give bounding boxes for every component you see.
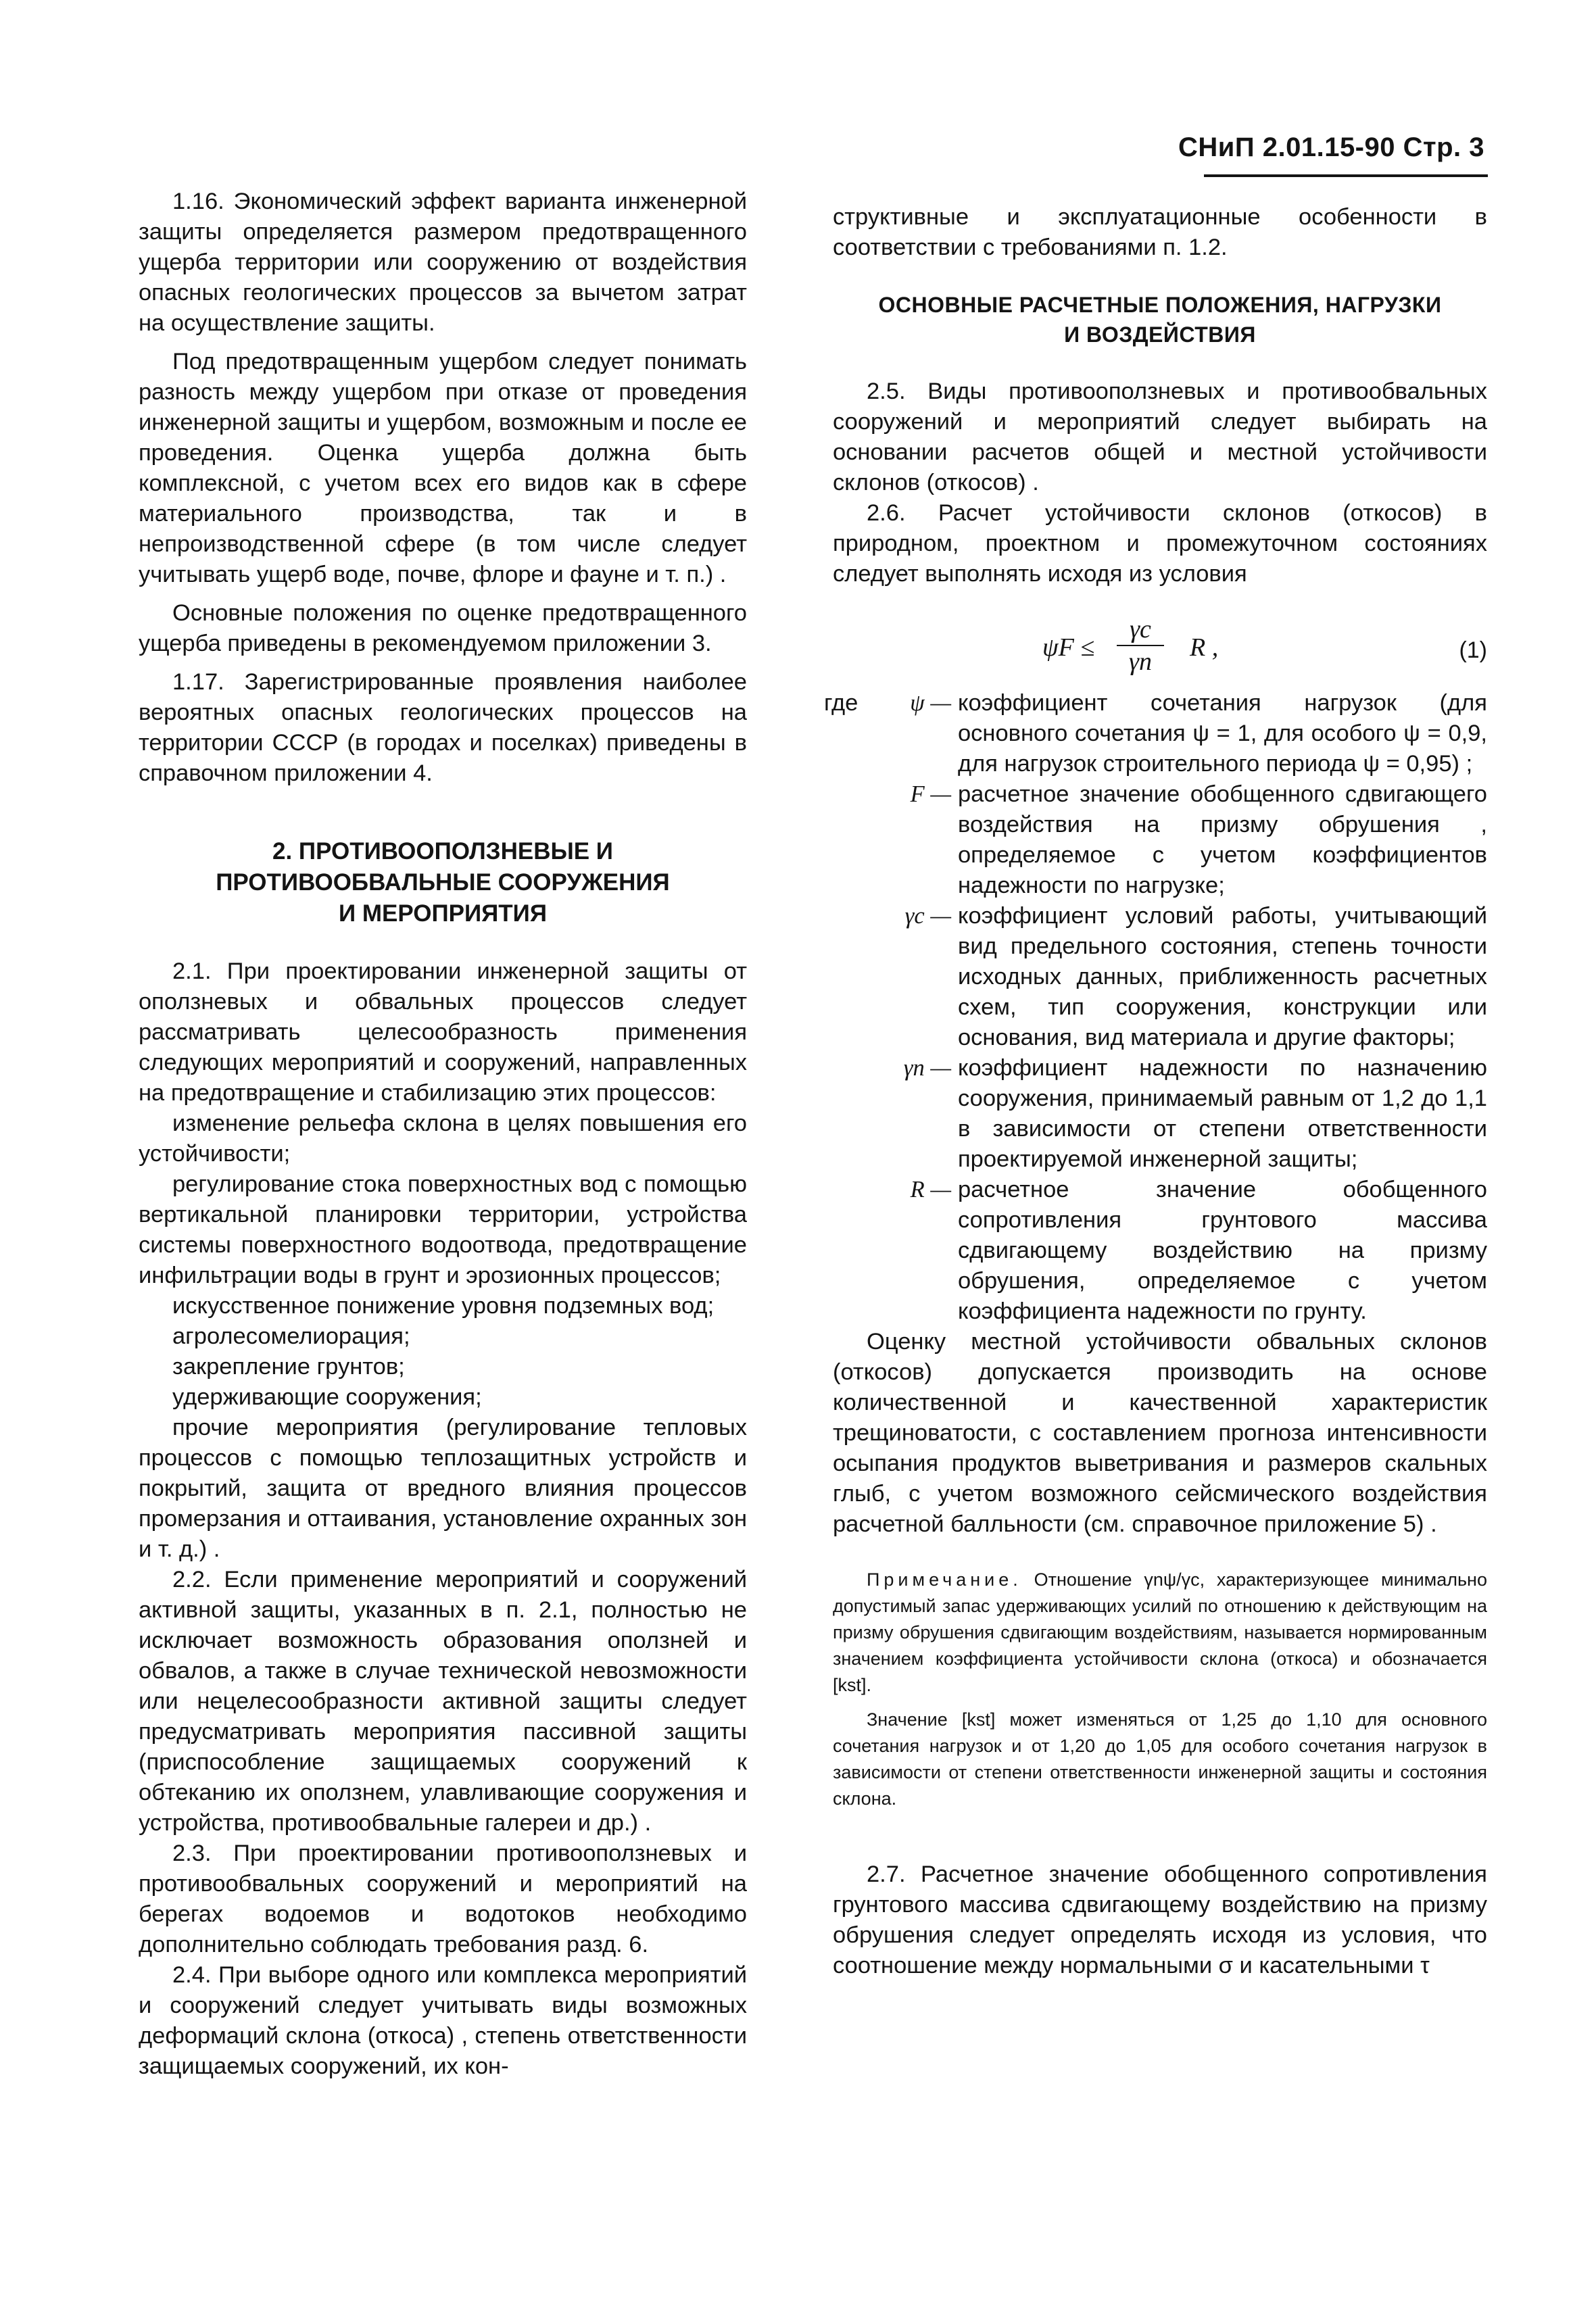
paragraph-local-stability: Оценку местной устойчивости обвальных склонов (откосов) допускается производить на основе количественной и качественной характеристик трещиноватости, с составлением прогноза интенсивности осыпания продуктов выветривания и размеров скальных глыб, с учетом возможного сейсмического воздействия расчетной балльности (см. справочное приложение 5) . [833, 1329, 1487, 1537]
paragraph-continuation: структивные и эксплуатационные особенности в соответствии с требованиями п. 1.2. [833, 204, 1487, 260]
formula-number: (1) [1459, 637, 1487, 663]
list-item-agroforestry: агролесомелиорация; [172, 1323, 410, 1349]
paragraph-2-4: 2.4. При выборе одного или комплекса мероприятий и сооружений следует учитывать виды возможных деформаций склона (откоса) , степень ответственности защищаемых сооружений, их кон- [139, 1962, 747, 2079]
formula-denominator: γn [1129, 648, 1152, 676]
definition-symbol: ψ — [910, 690, 951, 716]
header-rule [1204, 174, 1488, 177]
definition-text: коэффициент условий работы, учитывающий вид предельного состояния, степень точности исходных данных, приближенность расчетных схем, тип сооружения, конструкции или основания, вид материала и другие факторы; [958, 903, 1487, 1050]
left-column [139, 187, 747, 2082]
where-label: где [824, 690, 859, 716]
list-item-soil-fixing: закрепление грунтов; [172, 1354, 405, 1380]
page-header: СНиП 2.01.15-90 Стр. 3 [1178, 132, 1484, 162]
definition-r [833, 1175, 1487, 1327]
paragraph-2-6: 2.6. Расчет устойчивости склонов (откосов) в природном, проектном и промежуточном состояниях следует выполнять исходя из условия [833, 500, 1487, 587]
list-item-other: прочие мероприятия (регулирование тепловых процессов с помощью теплозащитных устройств и покрытий, защита от вредного влияния процессов промерзания и оттаивания, установление охранных зон и т. д.) . [139, 1415, 747, 1562]
formula-fraction [1117, 615, 1164, 676]
list-item-retaining: удерживающие сооружения; [172, 1384, 482, 1410]
paragraph-2-1: 2.1. При проектировании инженерной защиты от оползневых и обвальных процессов следует рассматривать целесообразность применения следующих мероприятий и сооружений, направленных на предотвращение и стабилизацию этих процессов: [139, 958, 747, 1106]
definition-gamma-n [833, 1053, 1487, 1175]
paragraph-2-3: 2.3. При проектировании противооползневых и противообвальных сооружений и мероприятий на берегах водоемов и водотоков необходимо дополнительно соблюдать требования разд. 6. [139, 1841, 747, 1957]
definition-symbol: γc — [904, 903, 951, 929]
right-column [824, 202, 1487, 1981]
paragraph-damage-definition: Под предотвращенным ущербом следует понимать разность между ущербом при отказе от проведения инженерной защиты и ущербом, возможным и после ее проведения. Оценка ущерба должна быть комплексной, с учетом всех его видов как в сфере материального производства, так и в непроизводственной сфере (в том числе следует учитывать ущерб воде, почве, флоре и фауне и т. п.) . [139, 349, 747, 587]
fraction-bar [1117, 645, 1164, 646]
formula-1 [833, 615, 1487, 685]
list-item-groundwater: искусственное понижение уровня подземных вод; [172, 1293, 715, 1319]
definition-text: коэффициент сочетания нагрузок (для основного сочетания ψ = 1, для особого ψ = 0,9, для нагрузок строительного периода ψ = 0,95) ; [958, 690, 1487, 777]
paragraph-1-17: 1.17. Зарегистрированные проявления наиболее вероятных опасных геологических процессов на территории СССР (в городах и поселках) приведены в справочном приложении 4. [139, 669, 747, 786]
paragraph-2-7: 2.7. Расчетное значение обобщенного сопротивления грунтового массива сдвигающему воздействию на призму обрушения следует определять исходя из условия, что соотношение между нормальными σ и касательными τ [833, 1861, 1487, 1978]
paragraph-damage-appendix: Основные положения по оценке предотвращенного ущерба приведены в рекомендуемом приложении 3. [139, 600, 747, 656]
definition-symbol: F — [910, 781, 951, 807]
definition-symbol: γn — [903, 1055, 951, 1081]
section-2-title-line-3: И МЕРОПРИЯТИЯ [339, 900, 547, 927]
paragraph-1-16: 1.16. Экономический эффект варианта инженерной защиты определяется размером предотвращенного ущерба территории или сооружению от воздействия опасных геологических процессов за вычетом затрат на осуществление защиты. [139, 189, 747, 336]
section-2-title-line-1: 2. ПРОТИВООПОЛЗНЕВЫЕ И [272, 838, 613, 864]
note-1-text: Отношение γnψ/γc, характеризующее минимально допустимый запас удерживающих усилий по отношению к действующим на призму обрушения сдвигающим воздействиям, называется нормированным значением коэффициента устойчивости склона (откоса) и обозначается [kst]. [833, 1569, 1487, 1695]
paragraph-2-2: 2.2. Если применение мероприятий и сооружений активной защиты, указанных в п. 2.1, полностью не исключает возможность образования оползней и обвалов, а также в случае технической невозможности или нецелесообразности активной защиты следует предусматривать мероприятия пассивной защиты (приспособление защищаемых сооружений к обтеканию их оползнем, улавливающие сооружения и устройства, противообвальные галереи и др.) . [139, 1567, 747, 1836]
definition-list [824, 688, 1487, 1327]
definition-gamma-c [833, 901, 1487, 1053]
definition-text: расчетное значение обобщенного сопротивления грунтового массива сдвигающему воздействию на призму обрушения, определяемое с учетом коэффициента надежности по грунту. [958, 1177, 1487, 1324]
definition-symbol: R — [910, 1177, 951, 1202]
formula-lhs: ψF ≤ [1042, 633, 1095, 662]
note-1 [833, 1567, 1487, 1699]
definition-psi [824, 688, 1487, 779]
note-lead: Примечание. [867, 1569, 1022, 1590]
note-2: Значение [kst] может изменяться от 1,25 до 1,10 для основного сочетания нагрузок и от 1,20 до 1,05 для особого сочетания нагрузок в зависимости от степени ответственности инженерной защиты и состояния склона. [833, 1709, 1487, 1809]
formula-numerator: γc [1130, 615, 1151, 643]
definition-text: расчетное значение обобщенного сдвигающего воздействия на призму обрушения , определяемое с учетом коэффициентов надежности по нагрузке; [958, 781, 1487, 898]
section-calc-title-line-2: И ВОЗДЕЙСТВИЯ [1064, 322, 1256, 347]
list-item-runoff: регулирование стока поверхностных вод с помощью вертикальной планировки территории, устройства системы поверхностного водоотвода, предотвращение инфильтрации воды в грунт и эрозионных процессов; [139, 1171, 747, 1288]
section-2-title-line-2: ПРОТИВООБВАЛЬНЫЕ СООРУЖЕНИЯ [216, 869, 670, 896]
paragraph-2-5: 2.5. Виды противооползневых и противообвальных сооружений и мероприятий следует выбирать на основании расчетов общей и местной устойчивости склонов (откосов) . [833, 379, 1487, 495]
list-item-relief: изменение рельефа склона в целях повышения его устойчивости; [139, 1111, 747, 1167]
definition-f [833, 779, 1487, 901]
formula-rhs: R , [1190, 633, 1219, 662]
section-calc-title-line-1: ОСНОВНЫЕ РАСЧЕТНЫЕ ПОЛОЖЕНИЯ, НАГРУЗКИ [878, 293, 1442, 317]
definition-text: коэффициент надежности по назначению сооружения, принимаемый равным от 1,2 до 1,1 в зависимости от степени ответственности проектируемой инженерной защиты; [958, 1055, 1487, 1172]
